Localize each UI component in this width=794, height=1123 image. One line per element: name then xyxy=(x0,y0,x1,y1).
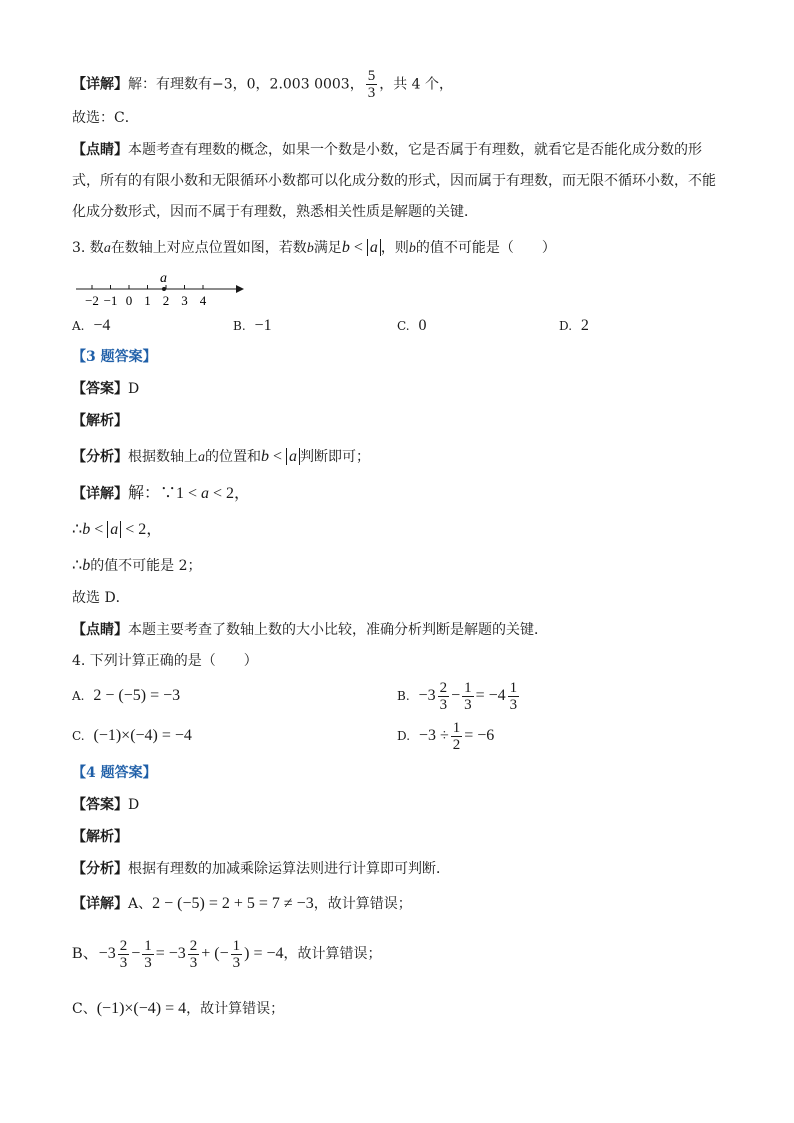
q3-option-a: A. −4 xyxy=(72,317,111,334)
q4-option-c: C. (−1)×(−4) = −4 xyxy=(72,727,192,744)
q3-dianjing: 【点睛】本题主要考查了数轴上数的大小比较，准确分析判断是解题的关键． xyxy=(72,622,548,638)
tick-label: 0 xyxy=(125,293,133,308)
line-choose-c: 故选：C． xyxy=(72,110,139,126)
detail-text: 解：有理数有−3，0，2.003 0003， xyxy=(128,76,364,93)
question-4-stem: 4. 下列计算正确的是（ ） xyxy=(72,653,258,669)
q3-step-3: ∴b的值不可能是 2； xyxy=(72,557,202,574)
q3-option-c: C. 0 xyxy=(397,317,427,334)
q3-option-d: D. 2 xyxy=(559,317,589,334)
q4-analysis-title: 【解析】 xyxy=(72,829,128,845)
line-dianjing-3: 化成分数形式，因而不属于有理数，熟悉相关性质是解题的关键． xyxy=(72,204,478,220)
q3-xiangjie: 【详解】解：∵1 < a < 2， xyxy=(72,485,251,502)
q4-option-b: B. −3 $\frac{2}{3}$ − $\frac{1}{3}$ = −4 $\frac{1}{3}$ xyxy=(397,679,518,713)
q4-xiangjie-a: 【详解】A、2 − (−5) = 2 + 5 = 7 ≠ −3，故计算错误； xyxy=(72,895,412,912)
q4-xiangjie-c: C、(−1)×(−4) = 4，故计算错误； xyxy=(72,1000,285,1017)
line-dianjing-2: 式，所有的有限小数和无限循环小数都可以化成分数的形式，因而属于有理数，而无限不循环小数，不能 xyxy=(72,173,716,189)
tick-label: 4 xyxy=(199,293,207,308)
point-a-label: a xyxy=(160,271,167,286)
q3-choose: 故选 D． xyxy=(72,590,130,606)
detail-tail: ，共 4 个， xyxy=(379,76,454,93)
arrow-head-icon xyxy=(236,285,244,293)
dianjing-head: 【点睛】 xyxy=(72,142,128,158)
tick-label: 3 xyxy=(181,293,188,308)
tick-label: −1 xyxy=(103,293,118,308)
fraction-5-3: $\frac{5}{3}$ xyxy=(367,68,376,101)
dianjing-text: 本题考查有理数的概念，如果一个数是小数，它是否属于有理数，就看它是否能化成分数的形 xyxy=(128,142,702,158)
detail-head: 【详解】 xyxy=(72,76,128,93)
q3-answer: 【答案】D xyxy=(72,381,140,397)
q3-answer-title: 【3 题答案】 xyxy=(72,349,157,365)
q3-fenxi: 【分析】根据数轴上a的位置和b < a 判断即可； xyxy=(72,448,371,465)
number-line-figure xyxy=(72,268,252,310)
q4-fenxi: 【分析】根据有理数的加减乘除运算法则进行计算即可判断． xyxy=(72,861,450,877)
q4-option-a: A. 2 − (−5) = −3 xyxy=(72,687,181,704)
q3-step-2: ∴b < a < 2， xyxy=(72,521,163,538)
q4-answer: 【答案】D xyxy=(72,797,140,813)
line-detail-rational xyxy=(72,68,453,101)
tick-label: 1 xyxy=(144,293,151,308)
line-dianjing-1 xyxy=(72,140,702,160)
q4-answer-title: 【4 题答案】 xyxy=(72,765,157,781)
q4-xiangjie-b: B、−3 $\frac{2}{3}$ − $\frac{1}{3}$ = −3 $\frac{2}{3}$ + (− $\frac{1}{3}$ ) = −4，故计算错误； xyxy=(72,937,382,971)
tick-label: 2 xyxy=(162,293,170,308)
q4-option-d: D. −3 ÷ $\frac{1}{2}$ = −6 xyxy=(397,719,495,753)
q3-analysis-title: 【解析】 xyxy=(72,413,128,429)
tick-label: −2 xyxy=(85,293,99,308)
point-a xyxy=(162,287,166,291)
question-3-stem: 3. 数a在数轴上对应点位置如图，若数b满足b < a ，则b的值不可能是（ ） xyxy=(72,239,556,256)
q3-option-b: B. −1 xyxy=(233,317,272,334)
